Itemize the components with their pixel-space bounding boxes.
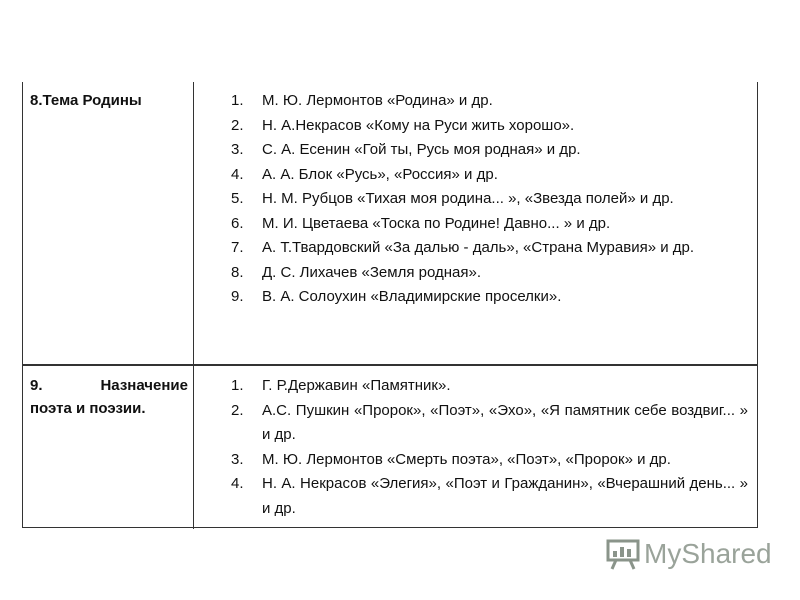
topic-cell: 8.Тема Родины bbox=[30, 92, 142, 109]
item-number: 5. bbox=[231, 190, 244, 207]
list-item bbox=[231, 448, 748, 473]
list-item bbox=[231, 138, 748, 163]
list-item bbox=[231, 261, 748, 286]
works-list bbox=[231, 374, 748, 521]
literature-topics-table bbox=[22, 82, 758, 528]
column-divider bbox=[193, 82, 194, 364]
table-row-poet-purpose bbox=[23, 364, 757, 529]
column-divider bbox=[193, 366, 194, 529]
item-text: М. И. Цветаева «Тоска по Родине! Давно... » и др. bbox=[262, 214, 611, 232]
list-item bbox=[231, 285, 748, 310]
item-number: 1. bbox=[231, 92, 244, 109]
item-number: 4. bbox=[231, 165, 244, 183]
item-number: 2. bbox=[231, 401, 244, 419]
topic-word: Назначение bbox=[100, 377, 188, 394]
list-item bbox=[231, 163, 748, 188]
item-text: Н. А. Некрасов «Элегия», «Поэт и Гражданин», «Вчерашний день... » и др. bbox=[262, 475, 748, 517]
item-text: Н. А.Некрасов «Кому на Руси жить хорошо». bbox=[262, 116, 575, 134]
item-number: 3. bbox=[231, 450, 244, 468]
topic-number: 9. bbox=[30, 377, 43, 394]
item-number: 3. bbox=[231, 141, 244, 158]
item-number: 4. bbox=[231, 475, 244, 492]
item-text: А.С. Пушкин «Пророк», «Поэт», «Эхо», «Я памятник себе воздвиг... » и др. bbox=[262, 401, 748, 443]
table-row-homeland bbox=[23, 82, 757, 364]
list-item bbox=[231, 399, 748, 448]
list-item bbox=[231, 472, 748, 521]
item-text: Г. Р.Державин «Памятник». bbox=[262, 377, 451, 394]
myshared-logo bbox=[606, 536, 772, 572]
presentation-board-icon bbox=[606, 538, 640, 570]
topic-cell bbox=[30, 374, 188, 420]
list-item bbox=[231, 114, 748, 139]
item-number: 1. bbox=[231, 377, 244, 394]
item-number: 6. bbox=[231, 214, 244, 232]
item-number: 9. bbox=[231, 288, 244, 305]
topic-line2: поэта и поэзии. bbox=[30, 400, 146, 417]
list-item bbox=[231, 89, 748, 114]
item-number: 7. bbox=[231, 239, 244, 256]
item-text: В. А. Солоухин «Владимирские проселки». bbox=[262, 288, 562, 305]
item-text: М. Ю. Лермонтов «Смерть поэта», «Поэт», «Пророк» и др. bbox=[262, 450, 671, 468]
watermark-text: MyShared bbox=[644, 538, 772, 569]
list-item bbox=[231, 374, 748, 399]
item-text: Н. М. Рубцов «Тихая моя родина... », «Звезда полей» и др. bbox=[262, 190, 674, 207]
item-text: М. Ю. Лермонтов «Родина» и др. bbox=[262, 92, 493, 109]
list-item bbox=[231, 212, 748, 237]
item-number: 8. bbox=[231, 263, 244, 281]
works-list bbox=[231, 89, 748, 310]
item-text: С. А. Есенин «Гой ты, Русь моя родная» и др. bbox=[262, 141, 581, 158]
item-text: А. Т.Твардовский «За далью - даль», «Страна Муравия» и др. bbox=[262, 239, 695, 256]
list-item bbox=[231, 236, 748, 261]
item-text: Д. С. Лихачев «Земля родная». bbox=[262, 263, 481, 281]
list-item bbox=[231, 187, 748, 212]
item-number: 2. bbox=[231, 116, 244, 134]
item-text: А. А. Блок «Русь», «Россия» и др. bbox=[262, 165, 498, 183]
